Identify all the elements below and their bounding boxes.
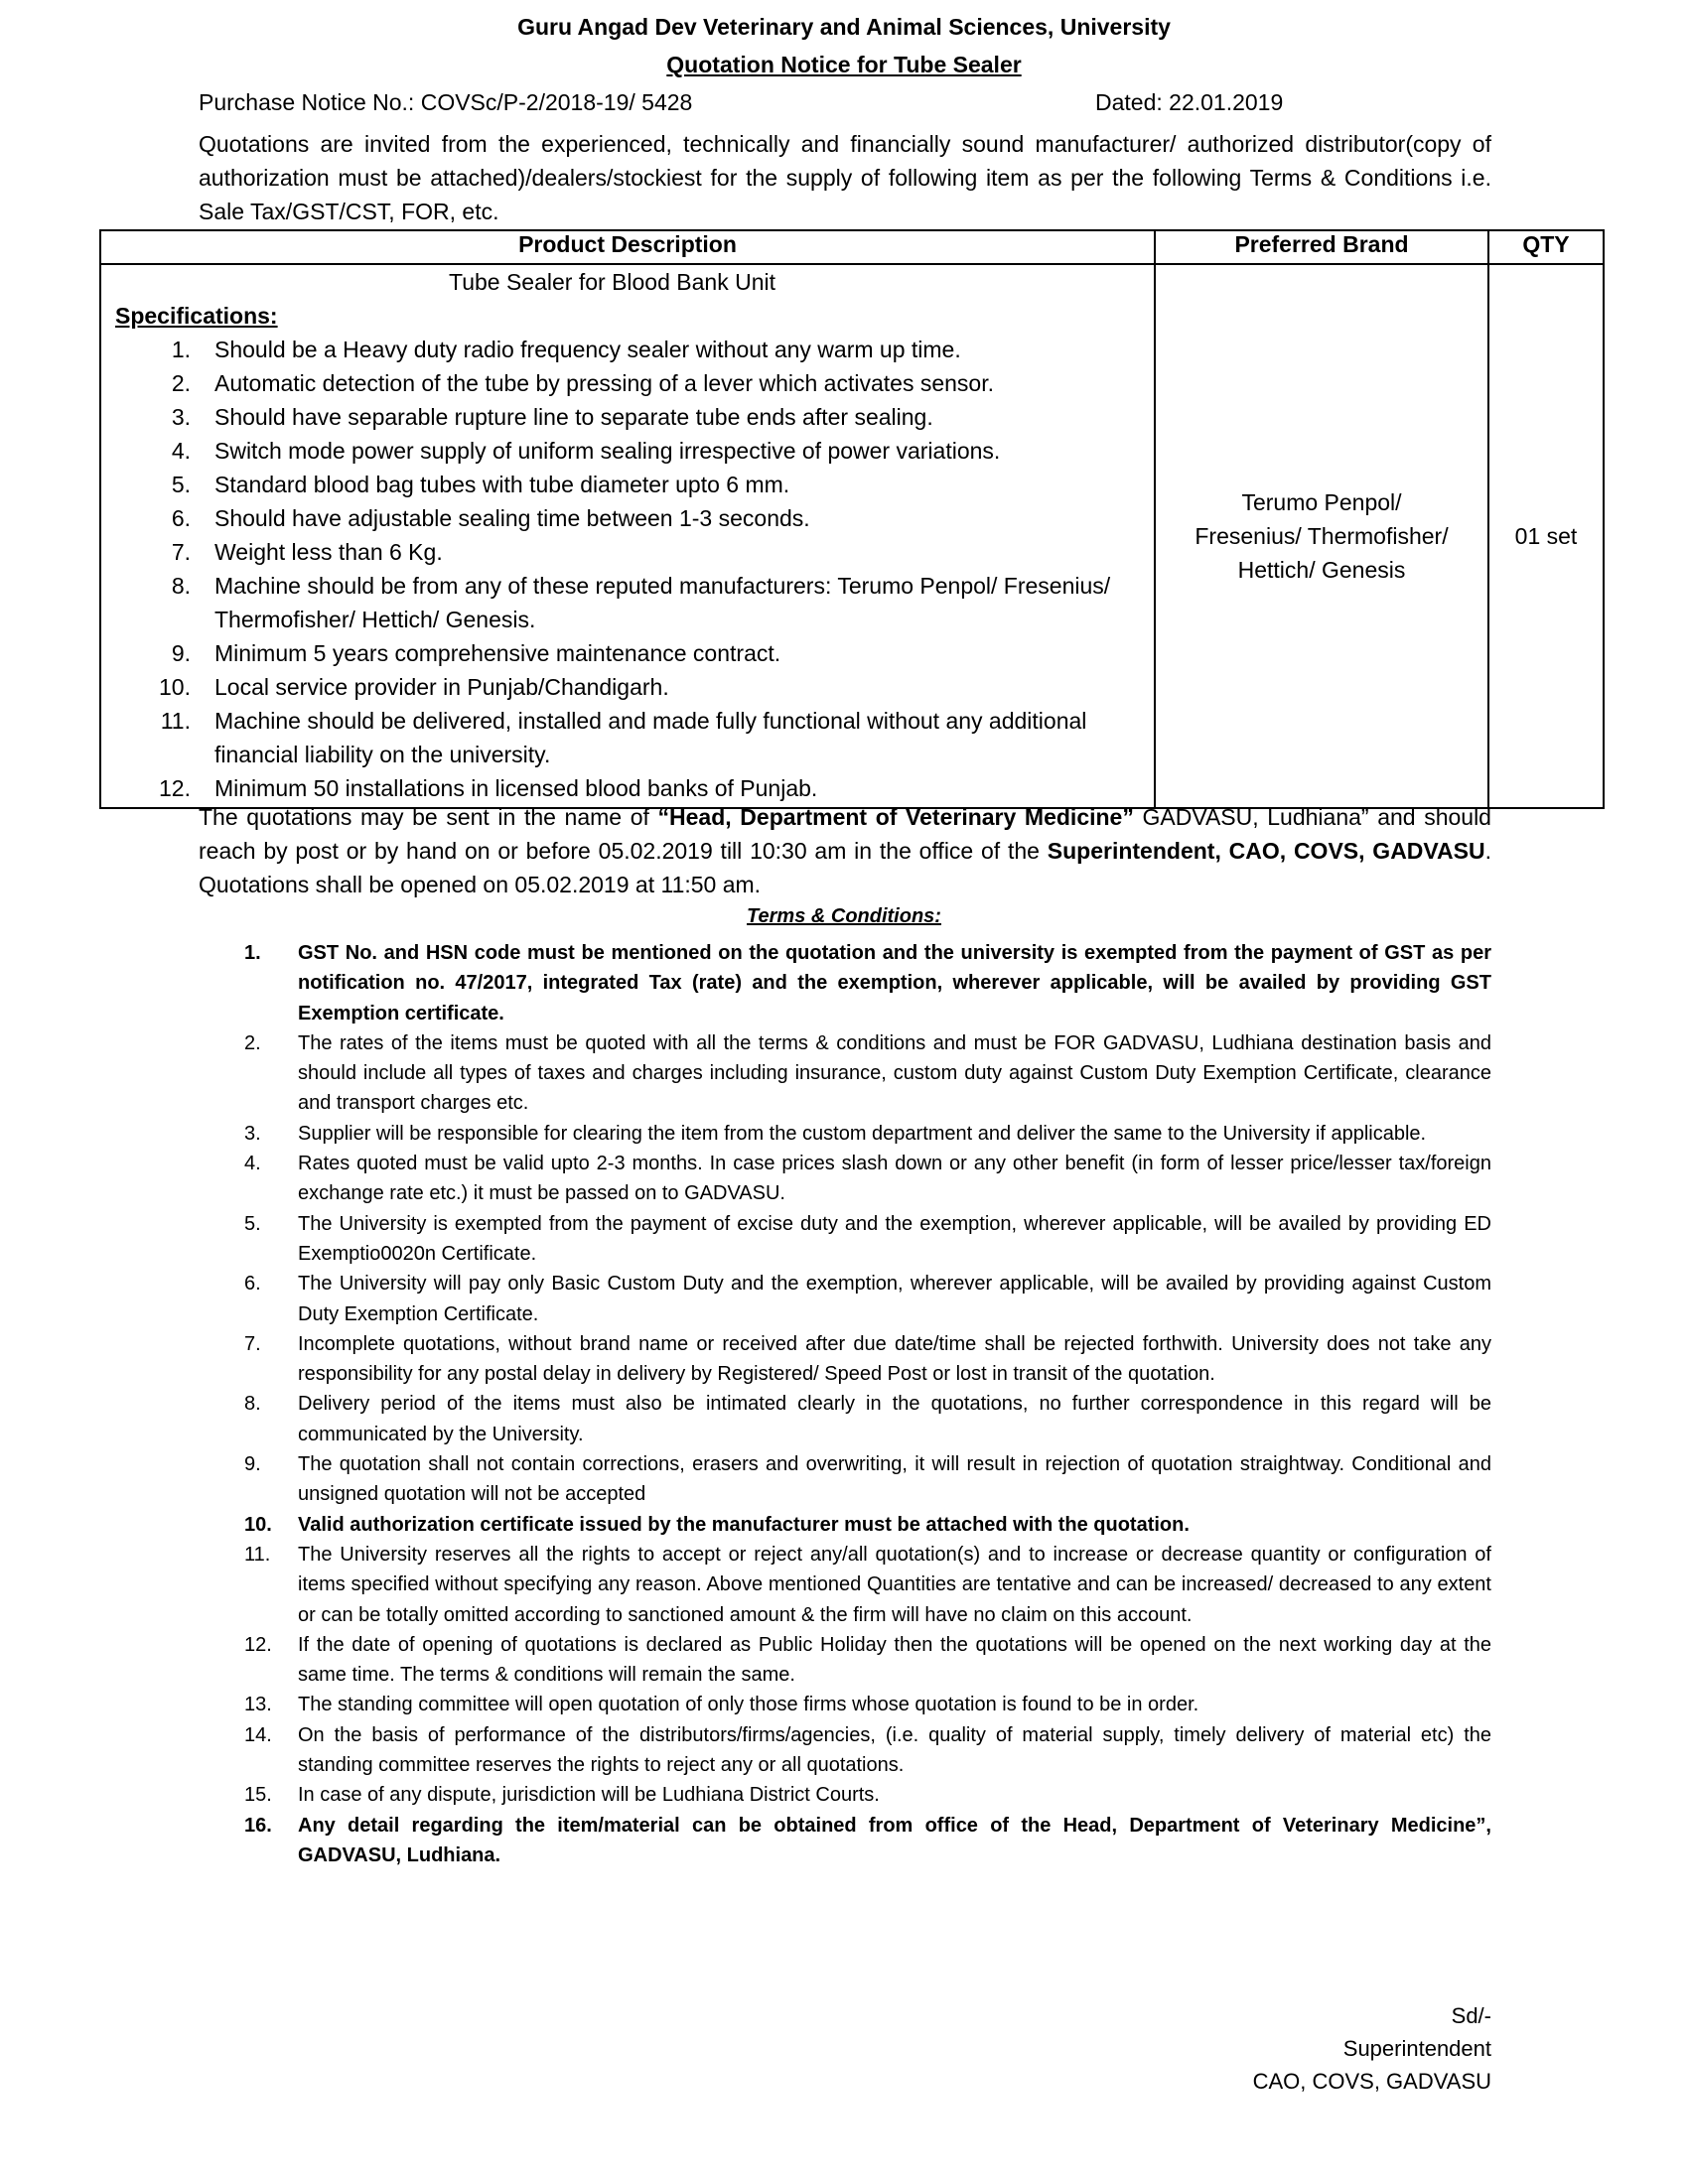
signature-block [1142, 1999, 1491, 2098]
specifications-heading: Specifications: [115, 303, 278, 329]
header-product-description: Product Description [100, 230, 1155, 264]
spec-text: Standard blood bag tubes with tube diameter upto 6 mm. [214, 472, 790, 497]
term-item [244, 1780, 1491, 1810]
term-text: On the basis of performance of the distributors/firms/agencies, (i.e. quality of material supply, timely delivery of material etc) the standing committee reserves the rights to reject any or all quotations. [298, 1723, 1491, 1777]
term-number: 5. [244, 1212, 261, 1235]
term-number: 16. [244, 1814, 272, 1837]
term-number: 12. [244, 1633, 272, 1656]
term-number: 7. [244, 1332, 261, 1355]
spec-number: 5. [171, 472, 191, 497]
term-number: 15. [244, 1784, 272, 1807]
notice-date: Dated: 22.01.2019 [1095, 89, 1284, 115]
qty-cell: 01 set [1488, 264, 1604, 808]
term-text: Any detail regarding the item/material can be obtained from office of the Head, Department of Veterinary Medicine”, GADVASU, Ludhiana. [298, 1814, 1491, 1866]
term-item [244, 1149, 1491, 1209]
term-item [244, 1329, 1491, 1390]
submission-paragraph [199, 800, 1491, 901]
spec-item [115, 468, 1154, 501]
preferred-brand-cell [1155, 264, 1488, 808]
spec-number: 8. [171, 573, 191, 599]
term-text: Supplier will be responsible for clearing the item from the custom department and deliver the same to the University if applicable. [298, 1122, 1427, 1145]
university-name: Guru Angad Dev Veterinary and Animal Sciences, University [517, 14, 1171, 40]
submission-text: . Quotations shall be opened on 05.02.2019 at 11:50 am. [199, 838, 1492, 897]
product-table [99, 229, 1605, 809]
term-number: 13. [244, 1694, 272, 1716]
signature-designation: Superintendent [1342, 2036, 1491, 2061]
spec-number: 6. [171, 505, 191, 531]
submission-text: The quotations may be sent in the name of [199, 804, 658, 830]
spec-text: Local service provider in Punjab/Chandigarh. [214, 674, 669, 700]
submission-office: Superintendent, CAO, COVS, GADVASU [1047, 838, 1485, 864]
term-text: Valid authorization certificate issued by the manufacturer must be attached with the quotation. [298, 1513, 1190, 1536]
term-item [244, 1028, 1491, 1119]
term-text: The University will pay only Basic Custom Duty and the exemption, wherever applicable, will be availed by providing against Custom Duty Exemption Certificate. [298, 1273, 1491, 1325]
spec-item [115, 366, 1154, 400]
notice-title: Quotation Notice for Tube Sealer [666, 52, 1022, 77]
spec-text: Switch mode power supply of uniform sealing irrespective of power variations. [214, 438, 1001, 464]
term-number: 10. [244, 1513, 272, 1536]
spec-number: 2. [171, 370, 191, 396]
brand-line: Hettich/ Genesis [1237, 557, 1406, 583]
spec-number: 10. [159, 674, 191, 700]
term-text: The quotation shall not contain corrections, erasers and overwriting, it will result in rejection of quotation straightway. Conditional and unsigned quotation will not be accepted [298, 1453, 1491, 1506]
brand-line: Fresenius/ Thermofisher/ [1195, 523, 1449, 549]
spec-text: Should be a Heavy duty radio frequency sealer without any warm up time. [214, 337, 961, 362]
submission-addressee: “Head, Department of Veterinary Medicine” [657, 804, 1134, 830]
product-name: Tube Sealer for Blood Bank Unit [449, 269, 775, 295]
spec-text: Automatic detection of the tube by pressing of a lever which activates sensor. [214, 370, 994, 396]
term-item [244, 1690, 1491, 1719]
spec-number: 11. [160, 708, 191, 734]
spec-text: Machine should be from any of these reputed manufacturers: Terumo Penpol/ Fresenius/ Thermofisher/ Hettich/ Genesis. [214, 573, 1111, 632]
spec-text: Minimum 50 installations in licensed blood banks of Punjab. [214, 775, 818, 801]
table-header-row [100, 230, 1604, 264]
term-text: If the date of opening of quotations is declared as Public Holiday then the quotations will be opened on the next working day at the same time. The terms & conditions will remain the same. [298, 1633, 1491, 1687]
spec-text: Should have adjustable sealing time between 1-3 seconds. [214, 505, 810, 531]
spec-item [115, 535, 1154, 569]
term-text: In case of any dispute, jurisdiction will be Ludhiana District Courts. [298, 1784, 880, 1807]
term-item [244, 1811, 1491, 1871]
signature-office: CAO, COVS, GADVASU [1252, 2069, 1491, 2094]
spec-item [115, 501, 1154, 535]
term-number: 3. [244, 1122, 261, 1145]
term-number: 2. [244, 1031, 261, 1054]
intro-paragraph: Quotations are invited from the experienced, technically and financially sound manufacturer/ authorized distributor(copy of authorization must be attached)/dealers/stockiest for the supply of following item as per the following Terms & Conditions i.e. Sale Tax/GST/CST, FOR, etc. [199, 131, 1491, 224]
terms-heading: Terms & Conditions: [747, 905, 941, 927]
spec-text: Minimum 5 years comprehensive maintenance contract. [214, 640, 781, 666]
spec-number: 7. [171, 539, 191, 565]
term-item [244, 1630, 1491, 1691]
spec-number: 12. [159, 775, 191, 801]
term-item [244, 1209, 1491, 1270]
spec-item [115, 333, 1154, 366]
signature-sd: Sd/- [1451, 2003, 1491, 2028]
term-number: 14. [244, 1723, 272, 1746]
term-text: Rates quoted must be valid upto 2-3 months. In case prices slash down or any other benefit (in form of lesser price/lesser tax/foreign exchange rate etc.) it must be passed on to GADVASU. [298, 1153, 1491, 1205]
term-item [244, 1449, 1491, 1510]
term-number: 6. [244, 1273, 261, 1296]
table-row [100, 264, 1604, 808]
terms-list [244, 938, 1491, 1870]
spec-number: 1. [171, 337, 191, 362]
spec-item [115, 569, 1154, 636]
brand-line: Terumo Penpol/ [1241, 489, 1402, 515]
term-text: The University is exempted from the payment of excise duty and the exemption, wherever applicable, will be availed by providing ED Exemptio0020n Certificate. [298, 1212, 1491, 1265]
product-description-cell [100, 264, 1155, 808]
term-text: Incomplete quotations, without brand name or received after due date/time shall be rejected forthwith. University does not take any responsibility for any postal delay in delivery by Registered/ Speed Post or lost in transit of the quotation. [298, 1332, 1491, 1386]
term-text: The standing committee will open quotation of only those firms whose quotation is found to be in order. [298, 1694, 1199, 1716]
spec-number: 3. [171, 404, 191, 430]
specifications-list [115, 333, 1154, 805]
term-item [244, 1269, 1491, 1329]
term-number: 4. [244, 1153, 261, 1175]
submission-text: GADVASU, Ludhiana” and should reach by post or by hand on or before 05.02.2019 till 10:30 am in the office of the [199, 804, 1491, 864]
spec-text: Weight less than 6 Kg. [214, 539, 443, 565]
spec-text: Machine should be delivered, installed and made fully functional without any additional financial liability on the university. [214, 708, 1087, 767]
term-number: 9. [244, 1453, 261, 1476]
spec-number: 9. [171, 640, 191, 666]
term-number: 8. [244, 1393, 261, 1416]
term-item [244, 1540, 1491, 1630]
spec-number: 4. [171, 438, 191, 464]
spec-text: Should have separable rupture line to separate tube ends after sealing. [214, 404, 933, 430]
spec-item [115, 400, 1154, 434]
term-text: Delivery period of the items must also be intimated clearly in the quotations, no further correspondence in this regard will be communicated by the University. [298, 1393, 1491, 1445]
term-text: The University reserves all the rights to accept or reject any/all quotation(s) and to increase or decrease quantity or configuration of items specified without specifying any reason. Above mentioned Quantities are tentative and can be increased/ decreased to any extent or can be totally omitted according to sanctioned amount & the firm will have no claim on this account. [298, 1543, 1491, 1626]
term-text: The rates of the items must be quoted with all the terms & conditions and must be FOR GADVASU, Ludhiana destination basis and should include all types of taxes and charges including insurance, custom duty against Custom Duty Exemption Certificate, clearance and transport charges etc. [298, 1031, 1491, 1115]
term-item [244, 1389, 1491, 1449]
term-item [244, 1119, 1491, 1149]
term-number: 1. [244, 942, 261, 964]
purchase-notice-number: Purchase Notice No.: COVSc/P-2/2018-19/ 5428 [199, 89, 693, 115]
term-item [244, 1720, 1491, 1781]
header-preferred-brand: Preferred Brand [1155, 230, 1488, 264]
spec-item [115, 434, 1154, 468]
spec-item [115, 670, 1154, 704]
term-item [244, 938, 1491, 1028]
term-item [244, 1510, 1491, 1540]
spec-item [115, 704, 1154, 771]
term-number: 11. [244, 1543, 271, 1566]
header-qty: QTY [1488, 230, 1604, 264]
term-text: GST No. and HSN code must be mentioned on the quotation and the university is exempted from the payment of GST as per notification no. 47/2017, integrated Tax (rate) and the exemption, wherever applicable, will be availed by providing GST Exemption certificate. [298, 942, 1491, 1024]
spec-item [115, 636, 1154, 670]
